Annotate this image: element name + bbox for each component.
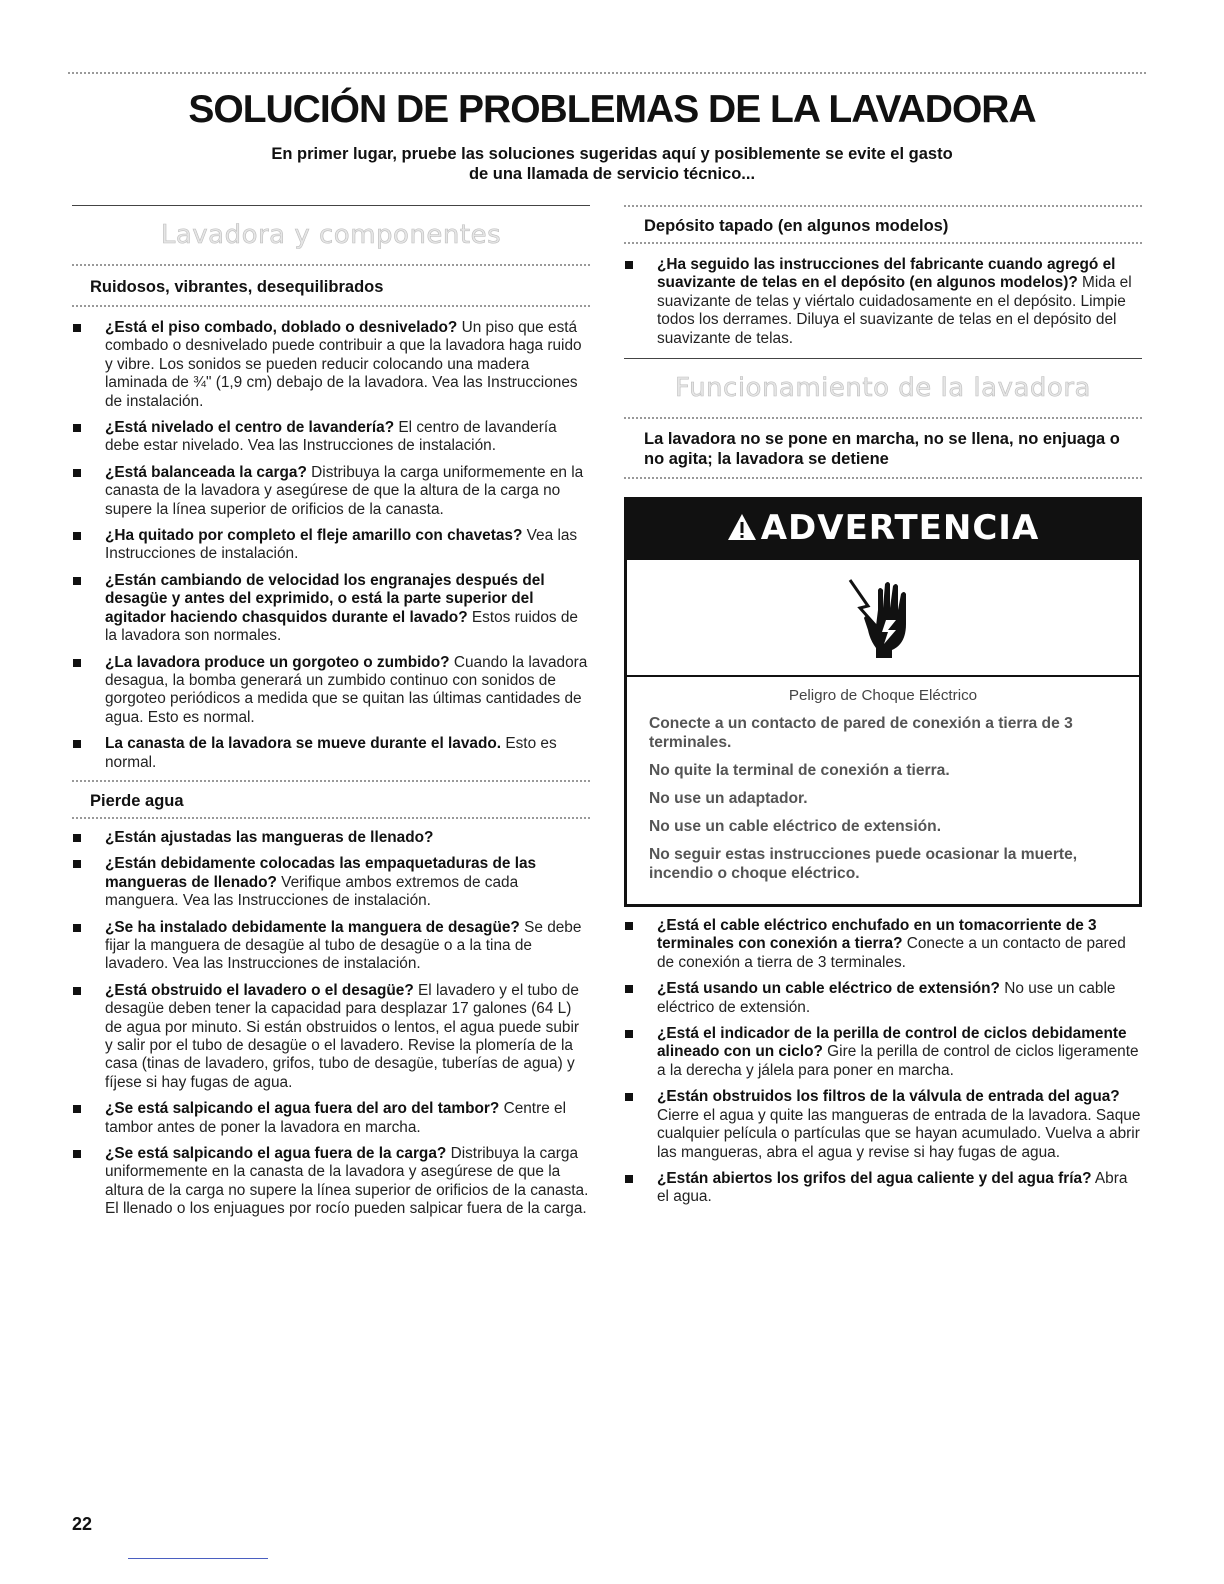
warning-body xyxy=(627,677,1139,904)
item-question: ¿Está usando un cable eléctrico de extensión? xyxy=(657,980,1000,998)
item-answer: Esto es normal. xyxy=(105,735,557,771)
list-item xyxy=(624,1170,1142,1207)
bullet-icon xyxy=(73,860,81,868)
dispenser-list xyxy=(624,256,1142,348)
subheading-dispenser: Depósito tapado (en algunos modelos) xyxy=(644,217,949,235)
item-answer: Verifique ambos extremos de cada manguera. Vea las Instrucciones de instalación. xyxy=(105,873,519,910)
bullet-icon xyxy=(625,1093,633,1101)
item-answer: Cuando la lavadora desagua, la bomba generará un zumbido continuo con sonidos de gorgoteo periódicos a medida que se quitan las últimas cantidades de agua. Esto es normal. xyxy=(105,653,588,726)
item-answer: Centre el tambor antes de poner la lavadora en marcha. xyxy=(105,1100,567,1136)
dotted-divider xyxy=(624,417,1142,419)
warning-triangle-icon xyxy=(727,510,757,550)
bullet-icon xyxy=(625,985,633,993)
item-question: ¿Ha seguido las instrucciones del fabricante cuando agregó el suavizante de telas en el depósito (en algunos modelos)? xyxy=(657,256,1116,292)
page-title: SOLUCIÓN DE PROBLEMAS DE LA LAVADORA xyxy=(188,88,1036,131)
list-item xyxy=(72,527,590,564)
list-item xyxy=(72,735,590,772)
list-item xyxy=(72,654,590,728)
warning-box xyxy=(624,497,1142,907)
item-question: ¿Están abiertos los grifos del agua caliente y del agua fría? xyxy=(657,1169,1092,1187)
right-column xyxy=(624,205,1142,1215)
item-question: ¿Se está salpicando el agua fuera del aro del tambor? xyxy=(105,1100,500,1118)
column-divider xyxy=(72,205,590,206)
list-item xyxy=(72,829,590,847)
bullet-icon xyxy=(73,834,81,842)
warning-title: ADVERTENCIA xyxy=(760,508,1040,549)
bullet-icon xyxy=(73,532,81,540)
dotted-divider xyxy=(624,242,1142,244)
warning-line: No quite la terminal de conexión a tierra. xyxy=(649,762,950,780)
bullet-icon xyxy=(73,424,81,432)
bullet-icon xyxy=(73,740,81,748)
warning-line: No seguir estas instrucciones puede ocasionar la muerte, incendio o choque eléctrico. xyxy=(649,846,1078,883)
item-question: ¿Están cambiando de velocidad los engranajes después del desagüe y antes del exprimido, o está la parte superior del agitador haciendo chasquidos durante el lavado? xyxy=(105,571,545,626)
item-answer: Conecte a un contacto de pared de conexión a tierra de 3 terminales. xyxy=(657,935,1126,971)
column-divider xyxy=(624,358,1142,359)
list-item xyxy=(72,319,590,411)
list-item xyxy=(72,1100,590,1137)
item-answer: Abra el agua. xyxy=(657,1169,1128,1206)
subheading-leak: Pierde agua xyxy=(90,791,184,810)
item-question: ¿Están obstruidos los filtros de la válvula de entrada del agua? xyxy=(657,1088,1120,1106)
bullet-icon xyxy=(73,577,81,585)
item-answer: Un piso que está combado o desnivelado puede contribuir a que la lavadora haga ruido y vibre. Los sonidos se pueden reducir colocando una madera laminada de ¾" (1,9 cm) debajo de la lavadora. Vea las Instrucciones de instalación. xyxy=(105,319,582,410)
item-question: ¿Están ajustadas las mangueras de llenado? xyxy=(105,828,434,846)
item-answer: Distribuya la carga uniformemente en la canasta de la lavadora y asegúrese de que la altura de la carga no supere la línea superior de orificios de la canasta. El llenado o los enjuagues por rocío pueden salpicar fuera de la carga. xyxy=(105,1145,589,1218)
item-answer: El centro de lavandería debe estar nivelado. Vea las Instrucciones de instalación. xyxy=(105,419,557,455)
page-subtitle xyxy=(160,144,1064,184)
left-column xyxy=(72,205,590,1227)
subheading-no-start: La lavadora no se pone en marcha, no se llena, no enjuaga o no agita; la lavadora se detiene xyxy=(644,430,1120,469)
dotted-divider xyxy=(72,780,590,782)
list-item xyxy=(72,1145,590,1219)
list-item xyxy=(624,256,1142,348)
item-answer: Vea las Instrucciones de instalación. xyxy=(105,527,578,563)
warning-line: No use un adaptador. xyxy=(649,790,808,808)
item-question: ¿Está nivelado el centro de lavandería? xyxy=(105,419,395,437)
dotted-divider xyxy=(624,205,1142,207)
bullet-icon xyxy=(73,987,81,995)
leak-list xyxy=(72,829,590,1219)
bullet-icon xyxy=(625,922,633,930)
item-question: ¿La lavadora produce un gorgoteo o zumbido? xyxy=(105,653,450,671)
bullet-icon xyxy=(73,924,81,932)
no-start-list xyxy=(624,917,1142,1207)
warning-line: No use un cable eléctrico de extensión. xyxy=(649,818,942,836)
bottom-link-underline xyxy=(128,1558,268,1559)
dotted-divider xyxy=(72,817,590,819)
section-title-washer-components: Lavadora y componentes xyxy=(160,220,502,250)
item-question: ¿Se ha instalado debidamente la manguera de desagüe? xyxy=(105,918,520,936)
item-answer: No use un cable eléctrico de extensión. xyxy=(657,980,1116,1016)
dotted-divider xyxy=(72,264,590,266)
bullet-icon xyxy=(73,659,81,667)
list-item xyxy=(72,982,590,1092)
noisy-list xyxy=(72,319,590,772)
bullet-icon xyxy=(73,1150,81,1158)
item-answer: Mida el suavizante de telas y viértalo cuidadosamente en el depósito. Limpie todos los derrames. Diluya el suavizante de telas en el depósito del suavizante de telas. xyxy=(657,274,1132,347)
warning-hazard: Peligro de Choque Eléctrico xyxy=(788,687,978,705)
item-question: ¿Están debidamente colocadas las empaquetaduras de las mangueras de llenado? xyxy=(105,855,537,891)
item-question: ¿Está el piso combado, doblado o desnivelado? xyxy=(105,319,458,336)
bullet-icon xyxy=(73,1105,81,1113)
item-answer: El lavadero y el tubo de desagüe deben tener la capacidad para desplazar 17 galones (64 L) de agua por minuto. Si están obstruidos o lentos, el agua puede subir y salir por el tubo de desagüe o el lavadero. Revise la plomería de la casa (tinas de lavadero, grifos, tubo de desagüe, tuberías de agua) y fíjese si hay fugas de agua. xyxy=(105,981,580,1091)
item-answer: Cierre el agua y quite las mangueras de entrada de la lavadora. Saque cualquier película o partículas que se hayan acumulado. Vuelva a abrir las mangueras, abra el agua y revise si hay fugas de agua. xyxy=(657,1106,1141,1161)
item-answer: Gire la perilla de control de ciclos ligeramente a la derecha y jálela para poner en marcha. xyxy=(657,1043,1139,1079)
item-answer: Estos ruidos de la lavadora son normales. xyxy=(105,608,578,645)
warning-line: Conecte a un contacto de pared de conexión a tierra de 3 terminales. xyxy=(649,715,1073,752)
list-item xyxy=(72,919,590,974)
list-item xyxy=(624,980,1142,1017)
bullet-icon xyxy=(625,1030,633,1038)
electric-shock-hand-icon xyxy=(838,649,928,666)
list-item xyxy=(624,1025,1142,1080)
list-item xyxy=(72,419,590,456)
item-question: ¿Ha quitado por completo el fleje amarillo con chavetas? xyxy=(105,527,523,545)
item-question: ¿Se está salpicando el agua fuera de la carga? xyxy=(105,1145,447,1163)
item-question: ¿Está el indicador de la perilla de control de ciclos debidamente alineado con un ciclo? xyxy=(657,1025,1127,1061)
item-answer: Se debe fijar la manguera de desagüe al tubo de desagüe o a la tina de lavadero. Vea las Instrucciones de instalación. xyxy=(105,918,582,973)
subtitle-line-1: En primer lugar, pruebe las soluciones sugeridas aquí y posiblemente se evite el gasto xyxy=(271,145,953,163)
list-item xyxy=(72,855,590,910)
warning-icon-area xyxy=(627,560,1139,677)
item-question: ¿Está obstruido el lavadero o el desagüe? xyxy=(105,981,414,999)
list-item xyxy=(72,572,590,646)
item-question: ¿Está el cable eléctrico enchufado en un tomacorriente de 3 terminales con conexión a tierra? xyxy=(657,917,1097,953)
page-number: 22 xyxy=(72,1514,93,1534)
bullet-icon xyxy=(625,261,633,269)
top-divider xyxy=(68,72,1146,74)
list-item xyxy=(624,917,1142,972)
dotted-divider xyxy=(624,477,1142,479)
bullet-icon xyxy=(625,1175,633,1183)
item-question: ¿Está balanceada la carga? xyxy=(105,463,307,481)
list-item xyxy=(72,464,590,519)
bullet-icon xyxy=(73,324,81,332)
subtitle-line-2: de una llamada de servicio técnico... xyxy=(468,165,756,183)
section-title-washer-operation: Funcionamiento de la lavadora xyxy=(675,373,1091,404)
bullet-icon xyxy=(73,469,81,477)
list-item xyxy=(624,1088,1142,1162)
item-question: La canasta de la lavadora se mueve durante el lavado. xyxy=(105,735,502,753)
warning-header xyxy=(627,500,1139,560)
item-answer: Distribuya la carga uniformemente en la canasta de la lavadora y asegúrese de que la altura de la carga no supere la línea superior de orificios de la canasta. xyxy=(105,463,584,518)
dotted-divider xyxy=(72,305,590,307)
subheading-noisy: Ruidosos, vibrantes, desequilibrados xyxy=(90,278,384,296)
